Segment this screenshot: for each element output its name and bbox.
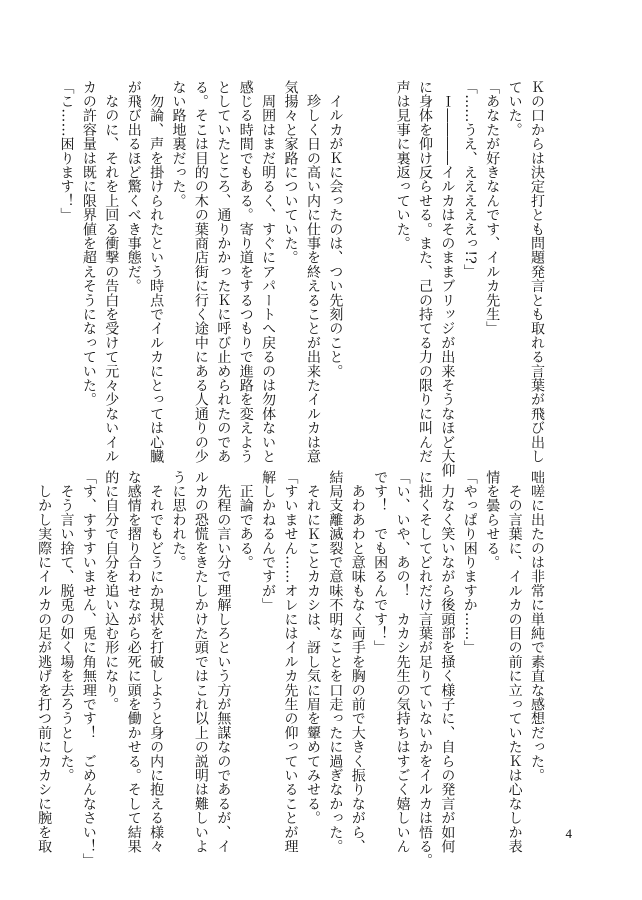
text-line: です！ でも困るんです！」 [372,470,389,655]
text-line: 咄嗟に出たのは非常に単純で素直な感想だった。 [529,470,545,783]
text-line: なのに、それを上回る衝撃の告白を受けて元々少ないイル [103,80,120,464]
text-line: 力なく笑いながら後頭部を掻く様子に、自らの発言が如何 [439,470,456,854]
text-line [369,80,391,420]
text-line: 声は見事に裏返っていた。 [394,80,411,251]
text-line: 先程の言い分で理解しろという方が無謀なのであるが、イ [215,470,232,854]
text-line: に拙くそしてどれだけ言葉が足りていないかをイルカは悟る。 [416,470,433,868]
text-line: 結局支離滅裂で意味不明なことを口走ったに過ぎなかった。 [327,470,344,854]
text-line: Ｋの口からは決定打とも問題発言とも取れる言葉が飛び出し [529,80,545,464]
text-line: る。そこは目的の木の葉商店街に行く途中にある人通りの少 [192,80,209,464]
text-line: ルカの恐慌をきたしかけた頭ではこれ以上の説明は難しいよ [192,470,209,854]
text-line: 情を曇らせる。 [484,470,501,570]
text-block-upper [55,80,548,478]
text-line: 「こ……困ります！」 [58,80,75,222]
text-line: 「……うえ、えええええっ!?」 [461,80,478,279]
text-line: 正論である。 [237,470,254,570]
text-line: イルカがＫに会ったのは、つい先刻のこと。 [327,80,344,379]
text-line: 「やっぱり困りますか……」 [461,470,478,655]
text-line: 気揚々と家路についていた。 [282,80,299,265]
text-line: 的に自分で自分を追い込む形になり。 [103,470,120,712]
text-line: うに思われた。 [170,470,187,570]
text-line: 珍しく日の高い内に仕事を終えることが出来たイルカは意 [304,80,321,464]
text-line: Ｉ――――イルカはそのままブリッジが出来そうなほど大仰 [439,80,456,478]
text-line: 「あなたが好きなんです、イルカ先生」 [484,80,501,336]
text-line: としていたところ、通りかかったＫに呼び止められたのであ [215,80,232,464]
text-line: カの許容量は既に限界値を超えそうになっていた。 [80,80,97,407]
page-number: 4 [565,826,572,841]
text-line: 勿論、声を掛けられたという時点でイルカにとっては心臓 [148,80,165,464]
text-line: それでもどうにか現状を打破しようと身の内に抱える様々 [148,470,165,854]
text-line: しかし実際にイルカの足が逃げを打つ前にカカシに腕を取 [36,470,53,854]
text-line: ない路地裏だった。 [170,80,187,208]
text-line: そう言い捨て、脱兎の如く場を去ろうとした。 [58,470,75,783]
text-line: 「すいません……オレにはイルカ先生の仰っていることが理 [282,470,299,854]
text-line: 「す、すすすいません、兎に角無理です！ ごめんなさい！」 [80,470,97,868]
text-line: それにＫことカカシは、訝し気に眉を顰めてみせる。 [304,470,321,825]
text-line: が飛び出るほど驚くべき事態だ。 [125,80,142,293]
text-line [346,80,368,420]
text-line: 感じる時間でもある。寄り道をするつもりで進路を変えよう [237,80,254,464]
text-line: な感情を摺り合わせながら必死に頭を働かせる。そして結果 [125,470,142,854]
text-line: 「い、いや、あの！ カカシ先生の気持ちはすごく嬉しいん [394,470,411,854]
text-line: ていた。 [506,80,523,137]
text-line: に身体を仰け反らせる。また、己の持てる力の限りに叫んだ [416,80,433,464]
text-line: その言葉に、イルカの目の前に立っていたＫは心なしか表 [506,470,523,854]
text-line: 解しかねるんですが」 [260,470,277,612]
text-line: 周囲はまだ明るく、すぐにアパートへ戻るのは勿体ないと [260,80,277,464]
text-line: あわあわと意味もなく両手を胸の前で大きく振りながら、 [349,470,366,854]
text-block-lower [33,470,548,868]
